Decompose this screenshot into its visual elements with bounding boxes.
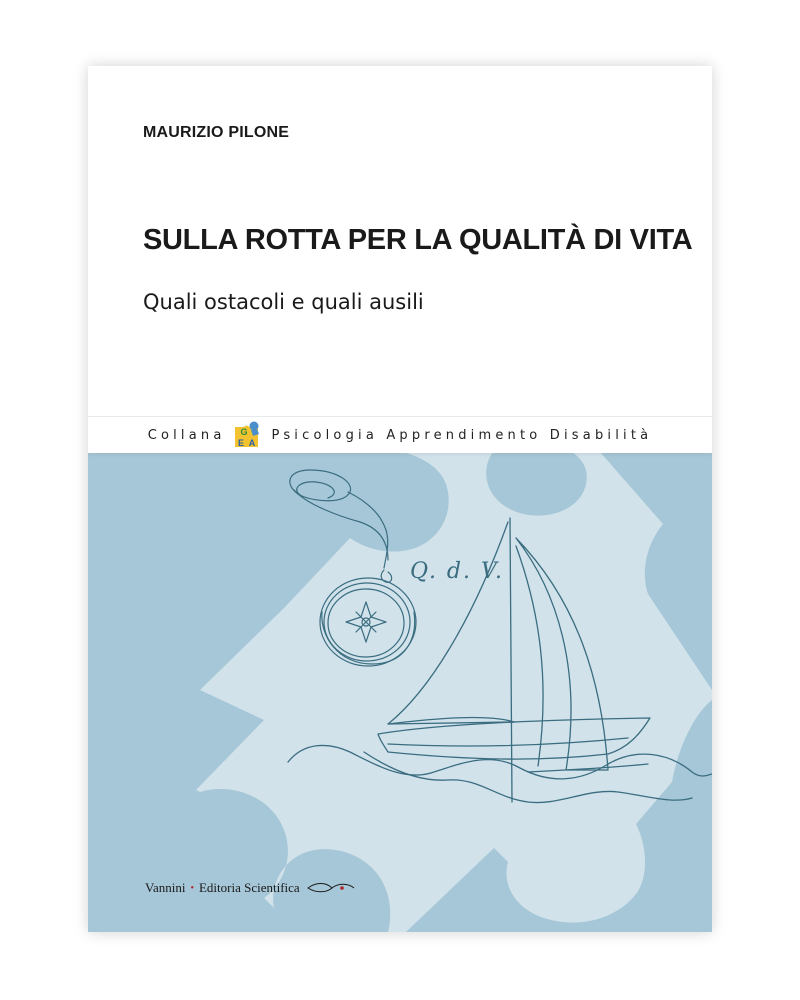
book-title: SULLA ROTTA PER LA QUALITÀ DI VITA (143, 224, 693, 256)
series-name: Psicologia Apprendimento Disabilità (271, 427, 653, 443)
publisher-name-editoria: Editoria Scientifica (198, 880, 300, 895)
publisher-separator: • (190, 882, 194, 894)
publisher-name-vannini: Vannini (145, 880, 186, 895)
gea-logo-letter-a: A (248, 438, 255, 448)
cover-illustration (88, 452, 712, 932)
gea-logo-letter-g: G (240, 427, 248, 437)
book-cover (88, 66, 712, 932)
eye-logo-icon (306, 881, 356, 895)
handwritten-qdv: Q. d. V. (410, 559, 505, 584)
series-band (88, 416, 712, 453)
author-name: MAURIZIO PILONE (143, 124, 290, 141)
puzzle-shape (196, 452, 712, 932)
gea-logo-letter-e: E (237, 438, 244, 448)
publisher-line (145, 880, 356, 896)
cover-top-section (88, 66, 712, 416)
illustration-scene (88, 452, 712, 932)
series-prefix: Collana (147, 427, 226, 443)
book-subtitle: Quali ostacoli e quali ausili (143, 290, 424, 314)
gea-logo-icon (232, 421, 262, 449)
